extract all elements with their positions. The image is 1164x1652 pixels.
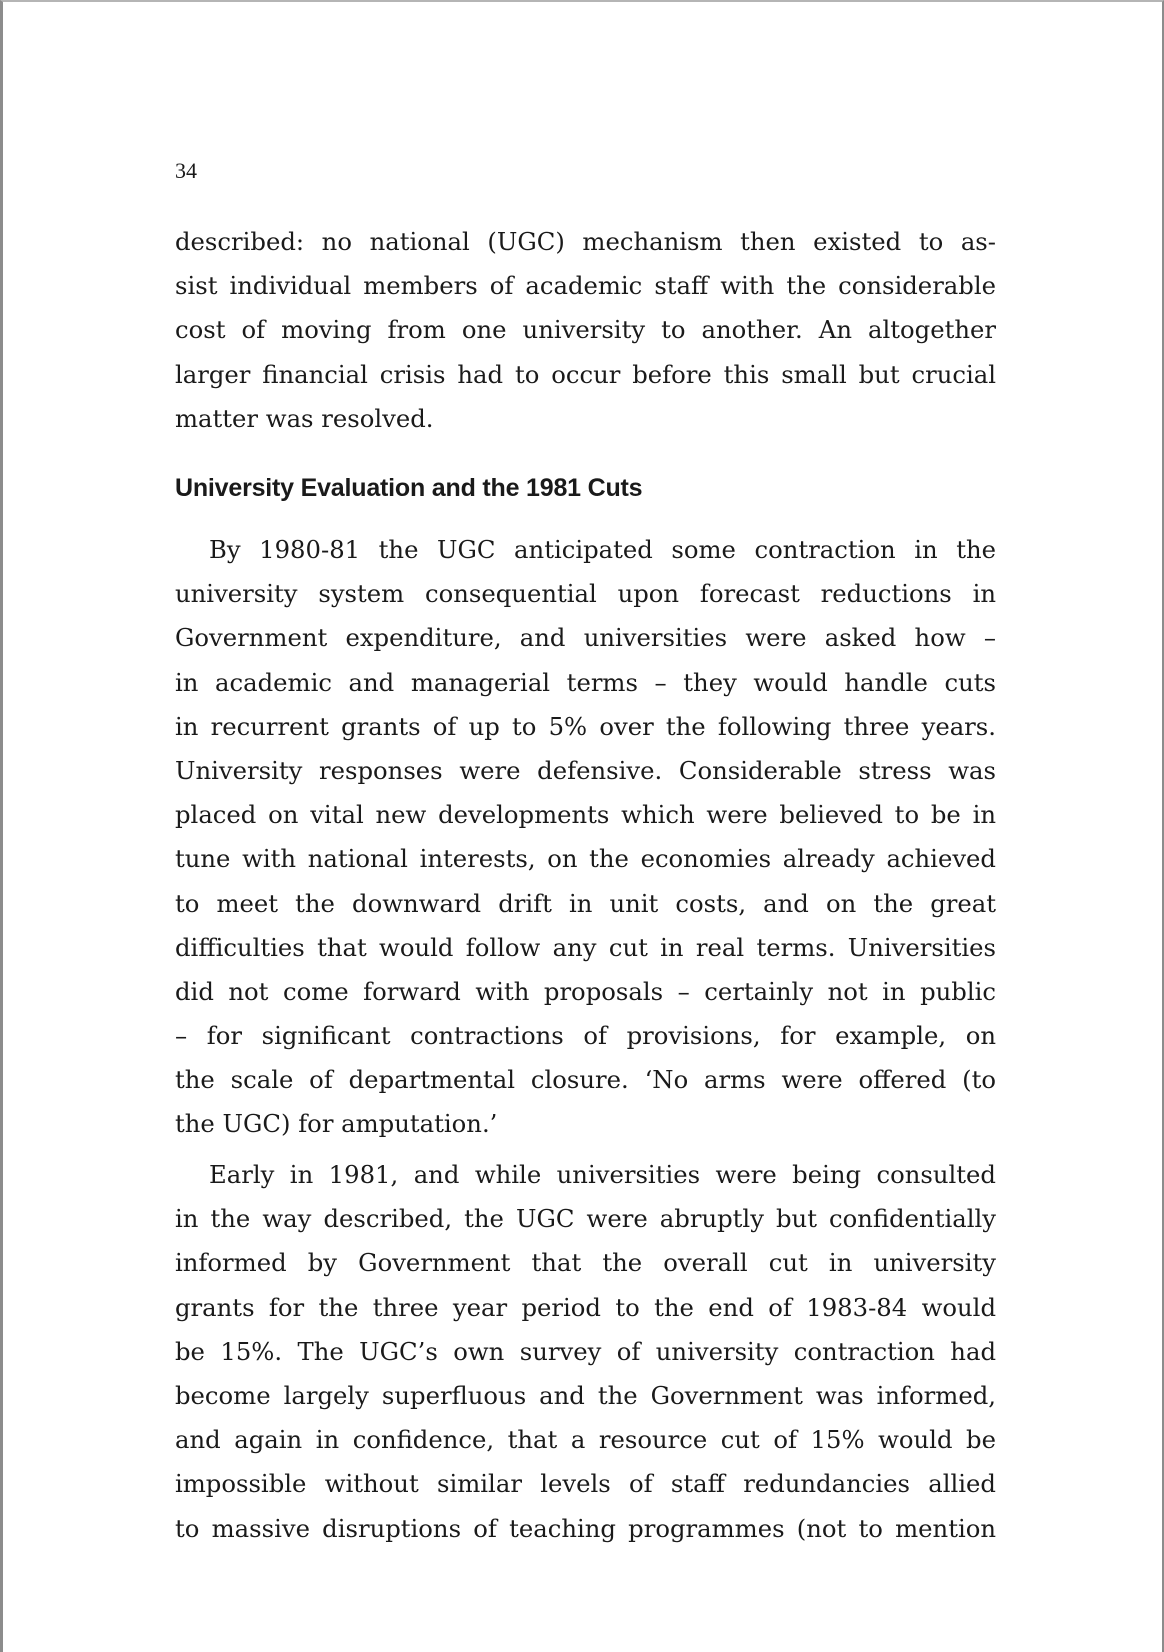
text-line: University responses were defensive. Considerable stress was xyxy=(175,755,996,785)
text-line: become largely superfluous and the Government was informed, xyxy=(175,1380,996,1410)
text-line: informed by Government that the overall cut in university xyxy=(175,1248,996,1278)
text-line: impossible without similar levels of staff redundancies allied xyxy=(175,1469,996,1499)
text-line: By 1980-81 the UGC anticipated some contraction in the xyxy=(209,535,996,564)
text-line: the scale of departmental closure. ‘No arms were offered (to xyxy=(175,1065,996,1095)
text-line: larger financial crisis had to occur before this small but crucial xyxy=(175,359,996,389)
section-heading: University Evaluation and the 1981 Cuts xyxy=(175,474,643,502)
text-line: in recurrent grants of up to 5% over the following three years. xyxy=(175,711,996,741)
text-line: cost of moving from one university to another. An altogether xyxy=(175,315,996,345)
text-line: the UGC) for amputation.’ xyxy=(175,1109,498,1139)
text-line: matter was resolved. xyxy=(175,403,434,433)
text-line: placed on vital new developments which were believed to be in xyxy=(175,800,996,830)
text-line: to meet the downward drift in unit costs, and on the great xyxy=(175,888,996,918)
text-line: difficulties that would follow any cut in real terms. Universities xyxy=(175,932,996,962)
paragraph xyxy=(175,528,996,1147)
text-line: Government expenditure, and universities were asked how – xyxy=(175,623,996,653)
paragraph xyxy=(175,1153,996,1551)
text-line: tune with national interests, on the economies already achieved xyxy=(175,844,996,874)
text-line: – for significant contractions of provisions, for example, on xyxy=(175,1021,996,1051)
text-line: and again in confidence, that a resource cut of 15% would be xyxy=(175,1425,996,1455)
text-line: described: no national (UGC) mechanism then existed to as- xyxy=(175,227,996,256)
text-line: sist individual members of academic staff with the considerable xyxy=(175,271,996,301)
text-line: to massive disruptions of teaching programmes (not to mention xyxy=(175,1513,996,1543)
text-line: in academic and managerial terms – they would handle cuts xyxy=(175,667,996,697)
text-line: in the way described, the UGC were abruptly but confidentially xyxy=(175,1204,996,1234)
text-line: grants for the three year period to the end of 1983-84 would xyxy=(175,1292,996,1322)
text-line: university system consequential upon forecast reductions in xyxy=(175,579,996,609)
text-line: did not come forward with proposals – certainly not in public xyxy=(175,976,996,1006)
paragraph-continued xyxy=(175,220,996,441)
text-line: Early in 1981, and while universities were being consulted xyxy=(209,1160,996,1189)
page-number: 34 xyxy=(175,158,197,183)
text-line: be 15%. The UGC’s own survey of university contraction had xyxy=(175,1336,996,1366)
